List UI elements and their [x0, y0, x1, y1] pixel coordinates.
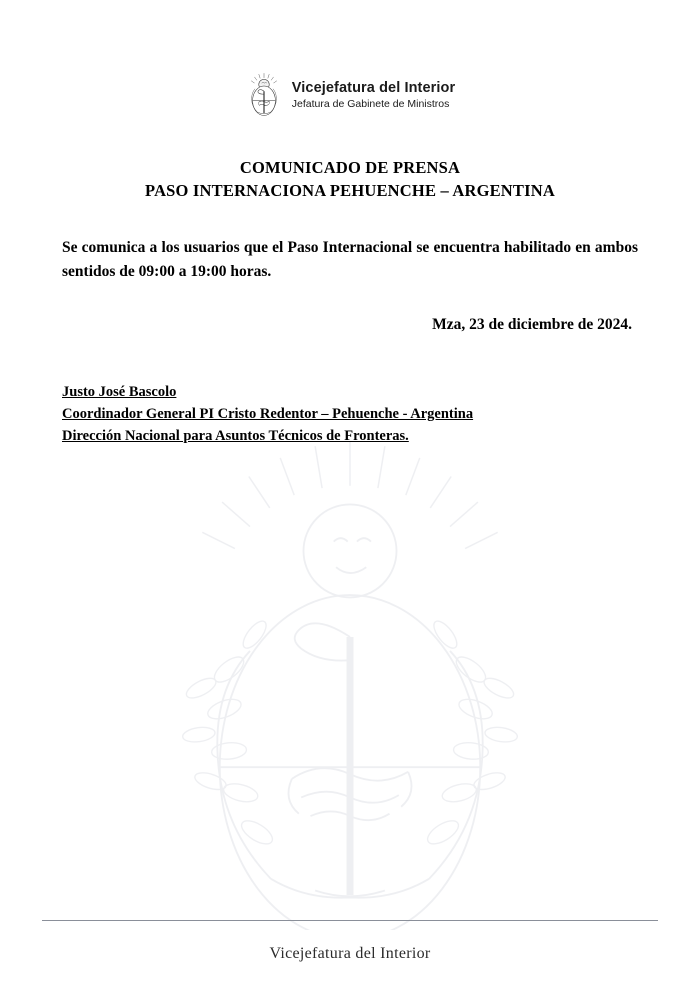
signature-role: Coordinador General PI Cristo Redentor – Pehuenche - Argentina — [62, 405, 474, 422]
header-subtitle: Jefatura de Gabinete de Ministros — [291, 97, 450, 110]
argentina-coat-of-arms-watermark-icon — [115, 430, 585, 930]
place-and-date: Mza, 23 de diciembre de 2024. — [432, 316, 632, 334]
announcement-paragraph: Se comunica a los usuarios que el Paso Internacional se encuentra habilitado en ambos sentidos de 09:00 a 19:00 horas. — [62, 239, 638, 281]
document-body — [0, 158, 700, 447]
signature-name: Justo José Bascolo — [62, 384, 177, 401]
signature-office: Dirección Nacional para Asuntos Técnicos de Fronteras. — [62, 427, 409, 444]
page-subtitle: PASO INTERNACIONA PEHUENCHE – ARGENTINA — [145, 181, 555, 200]
signature-block — [62, 382, 638, 447]
argentina-coat-of-arms-icon — [245, 72, 283, 118]
header-title: Vicejefatura del Interior — [291, 80, 456, 97]
page-title: COMUNICADO DE PRENSA — [239, 158, 461, 177]
document-header — [0, 0, 700, 118]
document-footer — [0, 920, 700, 991]
footer-label: Vicejefatura del Interior — [269, 945, 431, 962]
